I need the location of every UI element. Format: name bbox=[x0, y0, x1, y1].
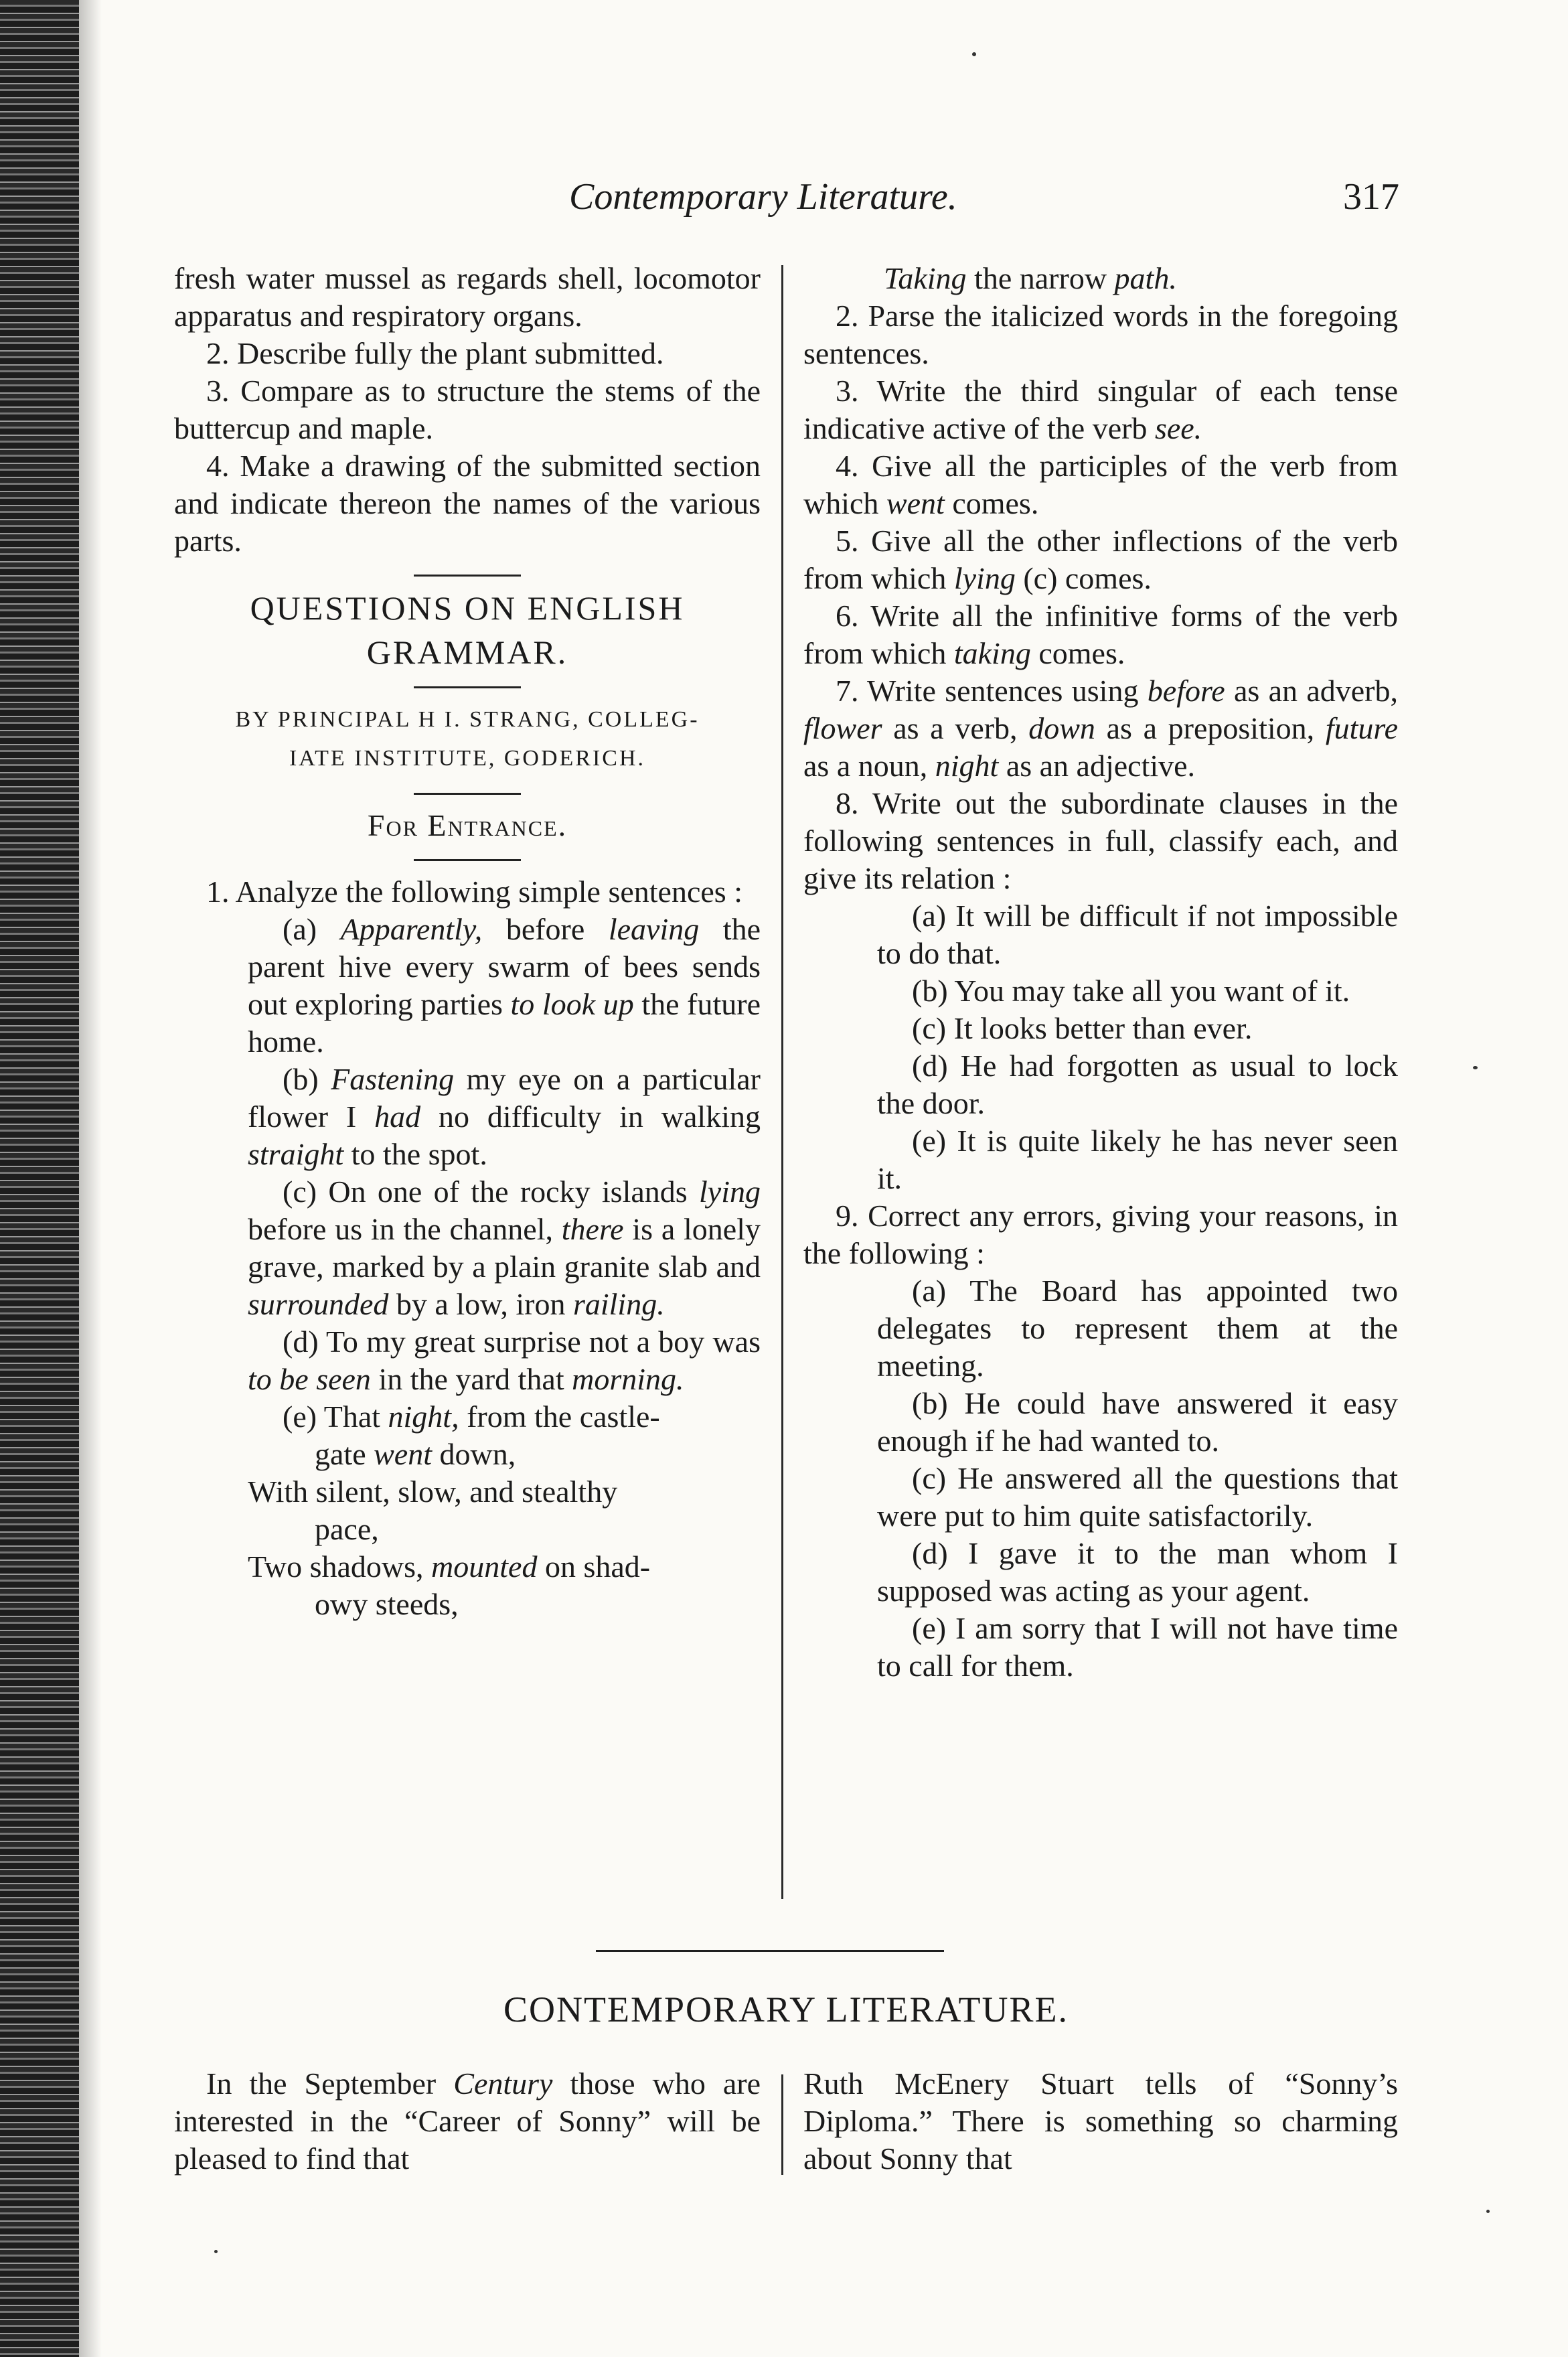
question-2: 2. Describe fully the plant submitted. bbox=[206, 336, 664, 370]
question-4: 4. Give all the participles of the verb from which went comes. bbox=[803, 449, 1398, 520]
correction-c: (c) He answered all the questions that were put to him quite satisfactorily. bbox=[877, 1461, 1398, 1533]
question-5: 5. Give all the other inflections of the verb from which lying (c) comes. bbox=[803, 524, 1398, 595]
page-number: 317 bbox=[1343, 176, 1399, 218]
verse-continuation: Taking the narrow path. bbox=[884, 261, 1177, 295]
article-paragraph: Ruth McEnery Stuart tells of “Sonny’s Diploma.” There is something so charming about Sonny that bbox=[803, 2066, 1398, 2176]
section-title-line-1: QUESTIONS ON ENGLISH bbox=[250, 589, 685, 627]
right-column bbox=[803, 260, 1398, 1685]
clause-e: (e) It is quite likely he has never seen it. bbox=[877, 1124, 1398, 1195]
verse-line-5: Two shadows, mounted on shad- bbox=[248, 1549, 651, 1584]
short-rule bbox=[414, 859, 521, 861]
scan-speck bbox=[214, 2250, 218, 2253]
question-4: 4. Make a drawing of the submitted section and indicate thereon the names of the various parts. bbox=[174, 449, 761, 558]
short-rule bbox=[414, 793, 521, 795]
section-rule bbox=[596, 1950, 944, 1952]
question-8: 8. Write out the subordinate clauses in the following sentences in full, classify each, and give its relation : bbox=[803, 786, 1398, 895]
verse-line-2: gate went down, bbox=[315, 1437, 516, 1471]
verse-line-6: owy steeds, bbox=[315, 1587, 459, 1621]
bottom-left-column bbox=[174, 2065, 761, 2178]
sentence-b: (b) Fastening my eye on a particular flower I had no difficulty in walking straight to the spot. bbox=[248, 1062, 761, 1171]
short-rule bbox=[414, 575, 521, 577]
column-divider bbox=[781, 265, 783, 1899]
clause-a: (a) It will be difficult if not impossible to do that. bbox=[877, 899, 1398, 970]
question-3: 3. Write the third singular of each tense indicative active of the verb see. bbox=[803, 374, 1398, 445]
paragraph-intro: fresh water mussel as regards shell, locomotor apparatus and respiratory organs. bbox=[174, 261, 761, 333]
correction-d: (d) I gave it to the man whom I supposed was acting as your agent. bbox=[877, 1536, 1398, 1608]
scan-speck bbox=[1486, 2210, 1490, 2213]
section-title-line-2: GRAMMAR. bbox=[366, 633, 568, 671]
article-paragraph: In the September Century those who are interested in the “Career of Sonny” will be pleased to find that bbox=[174, 2066, 761, 2176]
byline-line-2: IATE INSTITUTE, GODERICH. bbox=[289, 746, 646, 771]
sentence-a: (a) Apparently, before leaving the parent hive every swarm of bees sends out exploring parties to look up the future home. bbox=[248, 912, 761, 1059]
verse-line-3: With silent, slow, and stealthy bbox=[248, 1474, 618, 1509]
for-entrance-heading: For Entrance. bbox=[367, 808, 568, 842]
left-column bbox=[174, 260, 761, 1623]
scan-speck bbox=[1473, 1066, 1478, 1069]
short-rule bbox=[414, 686, 521, 688]
clause-d: (d) He had forgotten as usual to lock the door. bbox=[877, 1049, 1398, 1120]
verse-line-1: (e) That night, from the castle- bbox=[283, 1399, 660, 1434]
section-heading: CONTEMPORARY LITERATURE. bbox=[503, 1989, 1069, 2030]
sentence-c: (c) On one of the rocky islands lying before us in the channel, there is a lonely grave, marked by a plain granite slab and surrounded by a low, iron railing. bbox=[248, 1174, 761, 1321]
question-3: 3. Compare as to structure the stems of the buttercup and maple. bbox=[174, 374, 761, 445]
scan-speck bbox=[972, 52, 976, 56]
correction-b: (b) He could have answered it easy enough if he had wanted to. bbox=[877, 1386, 1398, 1458]
question-7: 7. Write sentences using before as an adverb, flower as a verb, down as a preposition, future as a noun, night as an adjective. bbox=[803, 674, 1398, 783]
question-6: 6. Write all the infinitive forms of the verb from which taking comes. bbox=[803, 599, 1398, 670]
correction-a: (a) The Board has appointed two delegates to represent them at the meeting. bbox=[877, 1274, 1398, 1383]
question-2: 2. Parse the italicized words in the foregoing sentences. bbox=[803, 299, 1398, 370]
byline-line-1: BY PRINCIPAL H I. STRANG, COLLEG- bbox=[235, 707, 700, 732]
clause-b: (b) You may take all you want of it. bbox=[912, 974, 1350, 1008]
verse-line-4: pace, bbox=[315, 1512, 379, 1546]
question-9: 9. Correct any errors, giving your reasons, in the following : bbox=[803, 1199, 1398, 1270]
question-1: 1. Analyze the following simple sentences : bbox=[206, 875, 742, 909]
bottom-right-column bbox=[803, 2065, 1398, 2178]
book-spine-shadow bbox=[0, 0, 79, 2357]
running-title: Contemporary Literature. bbox=[569, 176, 957, 218]
sentence-d: (d) To my great surprise not a boy was to be seen in the yard that morning. bbox=[248, 1324, 761, 1396]
page-header bbox=[569, 175, 1399, 229]
column-divider bbox=[781, 2074, 783, 2175]
correction-e: (e) I am sorry that I will not have time to call for them. bbox=[877, 1611, 1398, 1683]
clause-c: (c) It looks better than ever. bbox=[912, 1011, 1253, 1045]
